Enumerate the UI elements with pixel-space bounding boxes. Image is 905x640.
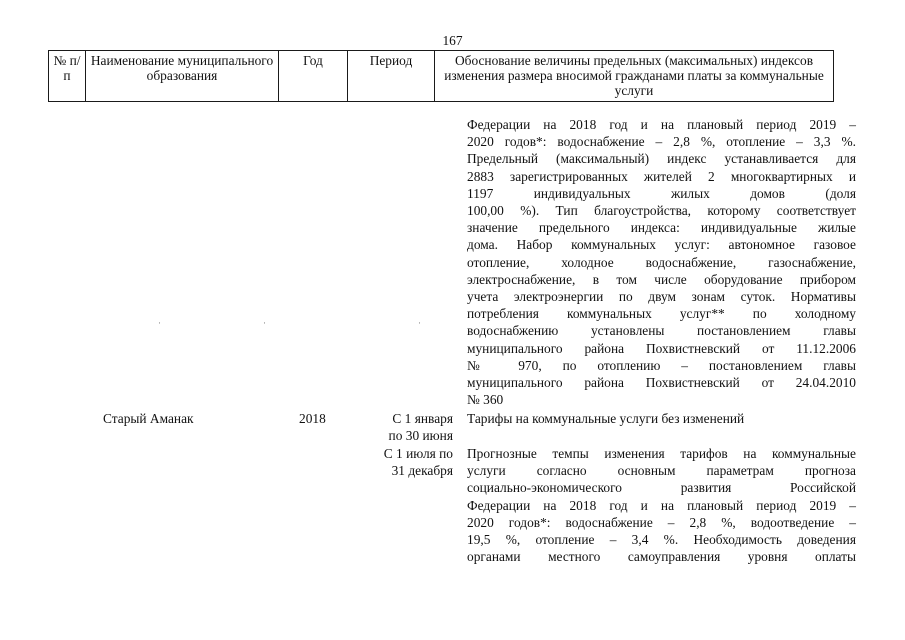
continuation-text bbox=[467, 116, 856, 408]
text-line: органами местного самоуправления уровня оплаты bbox=[467, 549, 856, 565]
text-line: дома. Набор коммунальных услуг: автономное газовое bbox=[467, 237, 856, 253]
text-line: водоснабжению установлены постановлением главы bbox=[467, 323, 856, 339]
column-header-year: Год bbox=[279, 51, 348, 102]
period-line: С 1 января bbox=[392, 411, 453, 426]
text-line: № 360 bbox=[467, 392, 504, 408]
column-header-number: № п/п bbox=[49, 51, 86, 102]
text-line: 100,00 %). Тип благоустройства, которому соответствует bbox=[467, 203, 856, 219]
page-number: 167 bbox=[442, 33, 463, 48]
text-line: муниципального района Похвистневский от 24.04.2010 bbox=[467, 375, 856, 391]
text-line: муниципального района Похвистневский от 11.12.2006 bbox=[467, 340, 856, 356]
text-line: учета электроэнергии по двум зонам суток. Нормативы bbox=[467, 289, 856, 305]
scan-speck: · bbox=[418, 318, 421, 328]
period-line: С 1 июля по bbox=[383, 446, 453, 461]
row-year: 2018 bbox=[299, 411, 326, 426]
text-line: услуги согласно основным параметрам прогноза bbox=[467, 463, 856, 479]
text-line: электроснабжение, в том числе оборудование прибором bbox=[467, 271, 856, 287]
text-line: отопление, холодное водоснабжение, газоснабжение, bbox=[467, 254, 856, 270]
text-line: потребления коммунальных услуг** по холодному bbox=[467, 306, 856, 322]
text-line: № 970, по отоплению – постановлением главы bbox=[467, 357, 856, 373]
text-line: значение предельного индекса: индивидуальные жилые bbox=[467, 220, 856, 236]
text-line: Прогнозные темпы изменения тарифов на коммунальные bbox=[467, 446, 856, 461]
period-line: по 30 июня bbox=[388, 428, 453, 444]
period-first-half bbox=[353, 410, 453, 444]
municipality-name: Старый Аманак bbox=[103, 411, 194, 426]
period-line: 31 декабря bbox=[391, 463, 453, 479]
basis-second-half bbox=[467, 445, 856, 565]
text-line: 1197 индивидуальных жилых домов (доля bbox=[467, 185, 856, 201]
column-header-municipality: Наименование муниципального образования bbox=[86, 51, 279, 102]
scan-speck: · bbox=[263, 318, 266, 328]
text-line: 2883 зарегистрированных жителей 2 многоквартирных и bbox=[467, 168, 856, 184]
text-line: Предельный (максимальный) индекс устанавливается для bbox=[467, 151, 856, 167]
text-line: 2020 годов*: водоснабжение – 2,8 %, водоотведение – bbox=[467, 514, 856, 530]
scan-speck: · bbox=[158, 318, 161, 328]
table-header bbox=[48, 50, 834, 102]
column-header-period: Период bbox=[348, 51, 435, 102]
column-header-basis: Обоснование величины предельных (максимальных) индексов изменения размера вносимой гражданами платы за коммунальные услуги bbox=[435, 51, 834, 102]
period-second-half bbox=[353, 445, 453, 479]
text-line: 2020 годов*: водоснабжение – 2,8 %, отопление – 3,3 %. bbox=[467, 134, 856, 150]
text-line: 19,5 %, отопление – 3,4 %. Необходимость доведения bbox=[467, 532, 856, 548]
text-line: Федерации на 2018 год и на плановый период 2019 – bbox=[467, 117, 856, 132]
text-line: Федерации на 2018 год и на плановый период 2019 – bbox=[467, 497, 856, 513]
text-line: социально-экономического развития Российской bbox=[467, 480, 856, 496]
basis-first-half: Тарифы на коммунальные услуги без изменений bbox=[467, 411, 745, 426]
